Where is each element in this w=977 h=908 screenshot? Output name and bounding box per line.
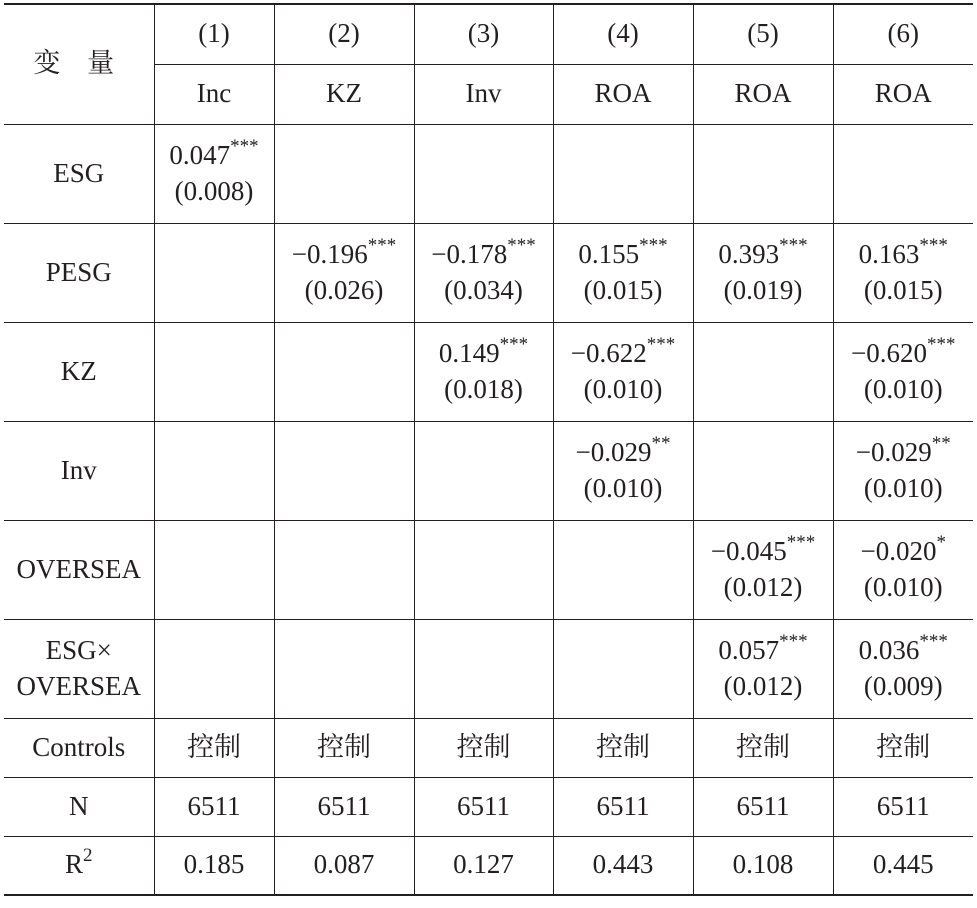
coefficient-value: 0.047 (169, 139, 231, 170)
significance-stars: *** (646, 333, 676, 355)
significance-stars: *** (230, 135, 259, 157)
table-cell (274, 619, 414, 718)
table-cell: 6511 (833, 777, 973, 836)
table-cell (553, 619, 693, 718)
table-cell (274, 520, 414, 619)
row-label (4, 619, 154, 718)
coefficient-value: −0.029 (575, 436, 652, 467)
significance-stars: ** (651, 432, 671, 454)
standard-error: (0.012) (723, 670, 803, 701)
coefficient-line (694, 531, 833, 570)
table-cell: 6511 (274, 777, 414, 836)
significance-stars: *** (499, 333, 529, 355)
table-cell: 控制 (833, 718, 973, 777)
standard-error: (0.010) (863, 571, 943, 602)
col-num-6: (6) (833, 4, 973, 64)
table-cell (833, 520, 973, 619)
table-row (4, 223, 973, 322)
table-cell: 控制 (553, 718, 693, 777)
coefficient-value: −0.178 (431, 238, 508, 269)
row-label (4, 836, 154, 895)
table-cell (833, 124, 973, 223)
table-cell: 6511 (154, 777, 274, 836)
table-cell (553, 421, 693, 520)
table-cell (693, 223, 833, 322)
coefficient-line (834, 531, 974, 570)
variable-header (4, 4, 154, 124)
coefficient-line (415, 234, 553, 273)
coefficient-line (834, 432, 974, 471)
table-cell (154, 421, 274, 520)
row-label-text: ESG× (45, 634, 112, 665)
table-cell (833, 223, 973, 322)
coefficient-line (554, 333, 693, 372)
significance-stars: *** (779, 234, 808, 256)
table-cell (693, 322, 833, 421)
coefficient-line (275, 234, 414, 273)
coefficient-value: 0.036 (858, 634, 920, 665)
standard-error: (0.015) (583, 274, 663, 305)
coefficient-value: −0.020 (860, 535, 937, 566)
table-cell (833, 421, 973, 520)
regression-table (4, 3, 973, 896)
table-cell (274, 124, 414, 223)
coefficient-line (554, 432, 693, 471)
table-cell (414, 322, 553, 421)
row-label-text: Controls (32, 731, 126, 762)
table-cell (553, 322, 693, 421)
table-cell (274, 223, 414, 322)
coefficient-value: −0.620 (851, 337, 927, 368)
col-dep-5: ROA (693, 64, 833, 124)
table-cell (154, 322, 274, 421)
significance-stars: *** (367, 234, 397, 256)
standard-error: (0.018) (444, 373, 523, 404)
table-cell (553, 520, 693, 619)
coefficient-line (834, 234, 974, 273)
significance-stars: *** (926, 333, 956, 355)
row-label-superscript: 2 (83, 845, 93, 867)
coefficient-value: 0.057 (718, 634, 780, 665)
col-num-2: (2) (274, 4, 414, 64)
table-cell (154, 619, 274, 718)
table-row (4, 124, 973, 223)
standard-error: (0.015) (863, 274, 943, 305)
coefficient-line (415, 333, 553, 372)
row-label (4, 718, 154, 777)
table-cell: 控制 (693, 718, 833, 777)
table-cell: 6511 (553, 777, 693, 836)
table-cell (154, 124, 274, 223)
table-cell (553, 223, 693, 322)
row-label-text: Inv (60, 454, 97, 485)
table-cell (833, 322, 973, 421)
table-cell: 0.087 (274, 836, 414, 895)
significance-stars: * (936, 531, 946, 553)
col-num-5: (5) (693, 4, 833, 64)
coefficient-line (554, 234, 693, 273)
row-label-text: KZ (60, 355, 97, 386)
variable-header-label: 变 量 (33, 48, 125, 79)
row-label-text: OVERSEA (16, 553, 141, 584)
coefficient-line (694, 234, 833, 273)
row-label (4, 777, 154, 836)
table-cell: 控制 (414, 718, 553, 777)
row-label (4, 520, 154, 619)
col-dep-6: ROA (833, 64, 973, 124)
standard-error: (0.019) (723, 274, 803, 305)
significance-stars: *** (786, 531, 816, 553)
table-cell: 6511 (414, 777, 553, 836)
significance-stars: *** (507, 234, 536, 256)
table-cell: 0.443 (553, 836, 693, 895)
row-label (4, 223, 154, 322)
standard-error: (0.010) (583, 373, 663, 404)
table-row (4, 322, 973, 421)
row-label-text: OVERSEA (16, 670, 141, 701)
row-label (4, 421, 154, 520)
table-cell (553, 124, 693, 223)
table-cell: 0.127 (414, 836, 553, 895)
header-row-numbers (4, 4, 973, 64)
standard-error: (0.034) (444, 274, 523, 305)
table-cell (414, 223, 553, 322)
table-cell: 0.445 (833, 836, 973, 895)
table-cell (154, 520, 274, 619)
coefficient-value: 0.163 (858, 238, 920, 269)
col-num-3: (3) (414, 4, 553, 64)
standard-error: (0.010) (863, 373, 943, 404)
table-cell (414, 520, 553, 619)
table-cell (693, 520, 833, 619)
table-cell: 控制 (274, 718, 414, 777)
table-cell (693, 619, 833, 718)
table-row (4, 619, 973, 718)
coefficient-line (834, 630, 974, 669)
coefficient-value: 0.155 (578, 238, 640, 269)
standard-error: (0.010) (863, 472, 943, 503)
significance-stars: ** (931, 432, 951, 454)
table-cell (693, 124, 833, 223)
coefficient-value: −0.045 (710, 535, 787, 566)
coefficient-value: −0.029 (855, 436, 932, 467)
table-row (4, 421, 973, 520)
coefficient-line (834, 333, 974, 372)
table-cell (414, 619, 553, 718)
r-squared-row (4, 836, 973, 895)
table-cell: 6511 (693, 777, 833, 836)
standard-error: (0.009) (863, 670, 943, 701)
table-cell: 控制 (154, 718, 274, 777)
col-dep-3: Inv (414, 64, 553, 124)
significance-stars: *** (919, 630, 948, 652)
standard-error: (0.010) (583, 472, 663, 503)
row-label (4, 322, 154, 421)
col-dep-2: KZ (274, 64, 414, 124)
coefficient-value: 0.149 (438, 337, 500, 368)
table-cell (414, 124, 553, 223)
row-label (4, 124, 154, 223)
controls-row (4, 718, 973, 777)
coefficient-line (155, 135, 274, 174)
standard-error: (0.012) (723, 571, 803, 602)
coefficient-line (694, 630, 833, 669)
table-cell: 0.185 (154, 836, 274, 895)
table-row (4, 520, 973, 619)
table-cell (274, 322, 414, 421)
significance-stars: *** (919, 234, 948, 256)
coefficient-value: 0.393 (718, 238, 780, 269)
col-num-4: (4) (553, 4, 693, 64)
table-cell: 0.108 (693, 836, 833, 895)
coefficient-value: −0.196 (291, 238, 368, 269)
n-row (4, 777, 973, 836)
standard-error: (0.026) (304, 274, 384, 305)
significance-stars: *** (779, 630, 808, 652)
col-num-1: (1) (154, 4, 274, 64)
table-cell (693, 421, 833, 520)
col-dep-4: ROA (553, 64, 693, 124)
table-cell (154, 223, 274, 322)
row-label-text: N (69, 790, 89, 821)
standard-error: (0.008) (174, 175, 254, 206)
row-label-text: ESG (53, 157, 105, 188)
table-cell (274, 421, 414, 520)
table-cell (414, 421, 553, 520)
row-label-text: PESG (45, 256, 112, 287)
row-label-text: R (64, 849, 83, 880)
col-dep-1: Inc (154, 64, 274, 124)
table-cell (833, 619, 973, 718)
coefficient-value: −0.622 (570, 337, 647, 368)
significance-stars: *** (639, 234, 668, 256)
